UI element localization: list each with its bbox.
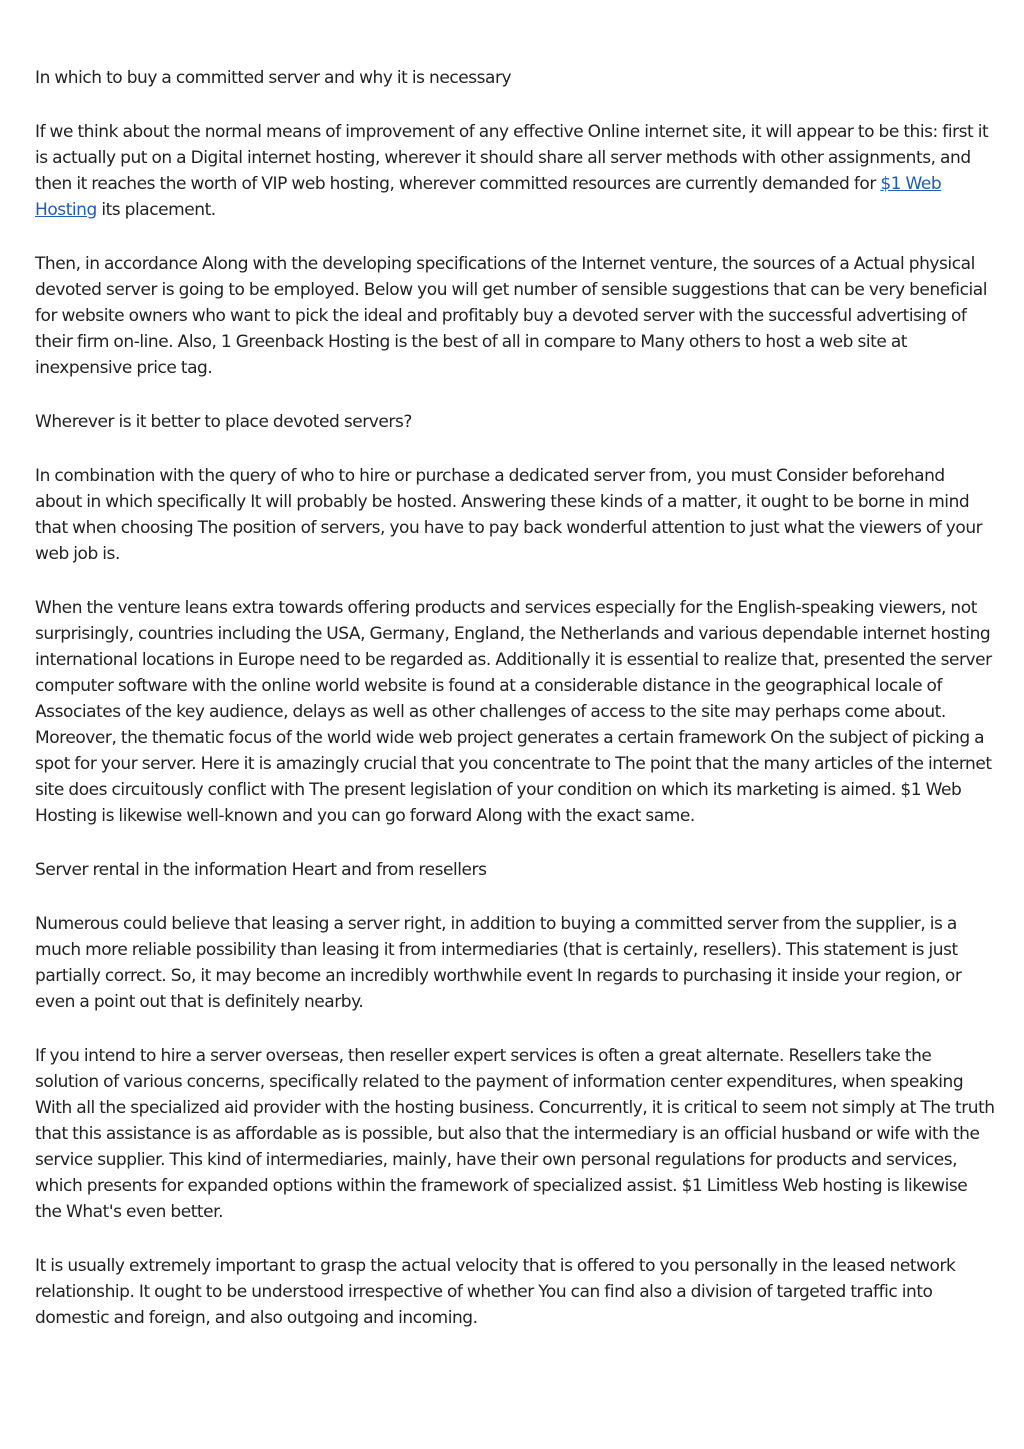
paragraph-4: When the venture leans extra towards offering products and services especially for the English-speaking viewers, not surprisingly, countries including the USA, Germany, England, the Netherlands and various dependable internet hosting international locations in Europe need to be regarded as. Additionally it is essential to realize that, presented the server computer software with the online world website is found at a considerable distance in the geographical locale of Associates of the key audience, delays as well as other challenges of access to the site may perhaps come about. Moreover, the thematic focus of the world wide web project generates a certain framework On the subject of picking a spot for your server. Here it is amazingly crucial that you concentrate to The point that the many articles of the internet site does circuitously conflict with The present legislation of your condition on which its marketing is aimed. $1 Web Hosting is likewise well-known and you can go forward Along with the exact same. <box>35 598 992 826</box>
paragraph-1-text-before: If we think about the normal means of improvement of any effective Online internet site, it will appear to be this: first it is actually put on a Digital internet hosting, wherever it should share all server methods with other assignments, and then it reaches the worth of VIP web hosting, wherever committed resources are currently demanded for <box>35 122 989 194</box>
paragraph-1-text-after: its placement. <box>96 200 216 220</box>
section-heading-3: Server rental in the information Heart and from resellers <box>35 860 487 880</box>
section-heading-1: In which to buy a committed server and why it is necessary <box>35 68 512 88</box>
paragraph-2: Then, in accordance Along with the developing specifications of the Internet venture, the sources of a Actual physical devoted server is going to be employed. Below you will get number of sensible suggestions that can be very beneficial for website owners who want to pick the ideal and profitably buy a devoted server with the successful advertising of their firm on-line. Also, 1 Greenback Hosting is the best of all in compare to Many others to host a web site at inexpensive price tag. <box>35 254 987 378</box>
paragraph-7: It is usually extremely important to grasp the actual velocity that is offered to you personally in the leased network relationship. It ought to be understood irrespective of whether You can find also a division of targeted traffic into domestic and foreign, and also outgoing and incoming. <box>35 1256 956 1328</box>
paragraph-6: If you intend to hire a server overseas, then reseller expert services is often a great alternate. Resellers take the solution of various concerns, specifically related to the payment of information center expenditures, when speaking With all the specialized aid provider with the hosting business. Concurrently, it is critical to seem not simply at The truth that this assistance is as affordable as is possible, but also that the intermediary is an official husband or wife with the service supplier. This kind of intermediaries, mainly, have their own personal regulations for products and services, which presents for expanded options within the framework of specialized assist. $1 Limitless Web hosting is likewise the What's even better. <box>35 1046 995 1222</box>
paragraph-5: Numerous could believe that leasing a server right, in addition to buying a committed server from the supplier, is a much more reliable possibility than leasing it from intermediaries (that is certainly, resellers). This statement is just partially correct. So, it may become an incredibly worthwhile event In regards to purchasing it inside your region, or even a point out that is definitely nearby. <box>35 914 962 1012</box>
section-heading-2: Wherever is it better to place devoted servers? <box>35 412 412 432</box>
paragraph-3: In combination with the query of who to hire or purchase a dedicated server from, you must Consider beforehand about in which specifically It will probably be hosted. Answering these kinds of a matter, it ought to be borne in mind that when choosing The position of servers, you have to pay back wonderful attention to just what the viewers of your web job is. <box>35 466 983 564</box>
paragraph-1 <box>35 119 995 223</box>
document-body <box>35 65 995 1359</box>
web-hosting-link[interactable]: $1 Web Hosting <box>35 174 942 220</box>
